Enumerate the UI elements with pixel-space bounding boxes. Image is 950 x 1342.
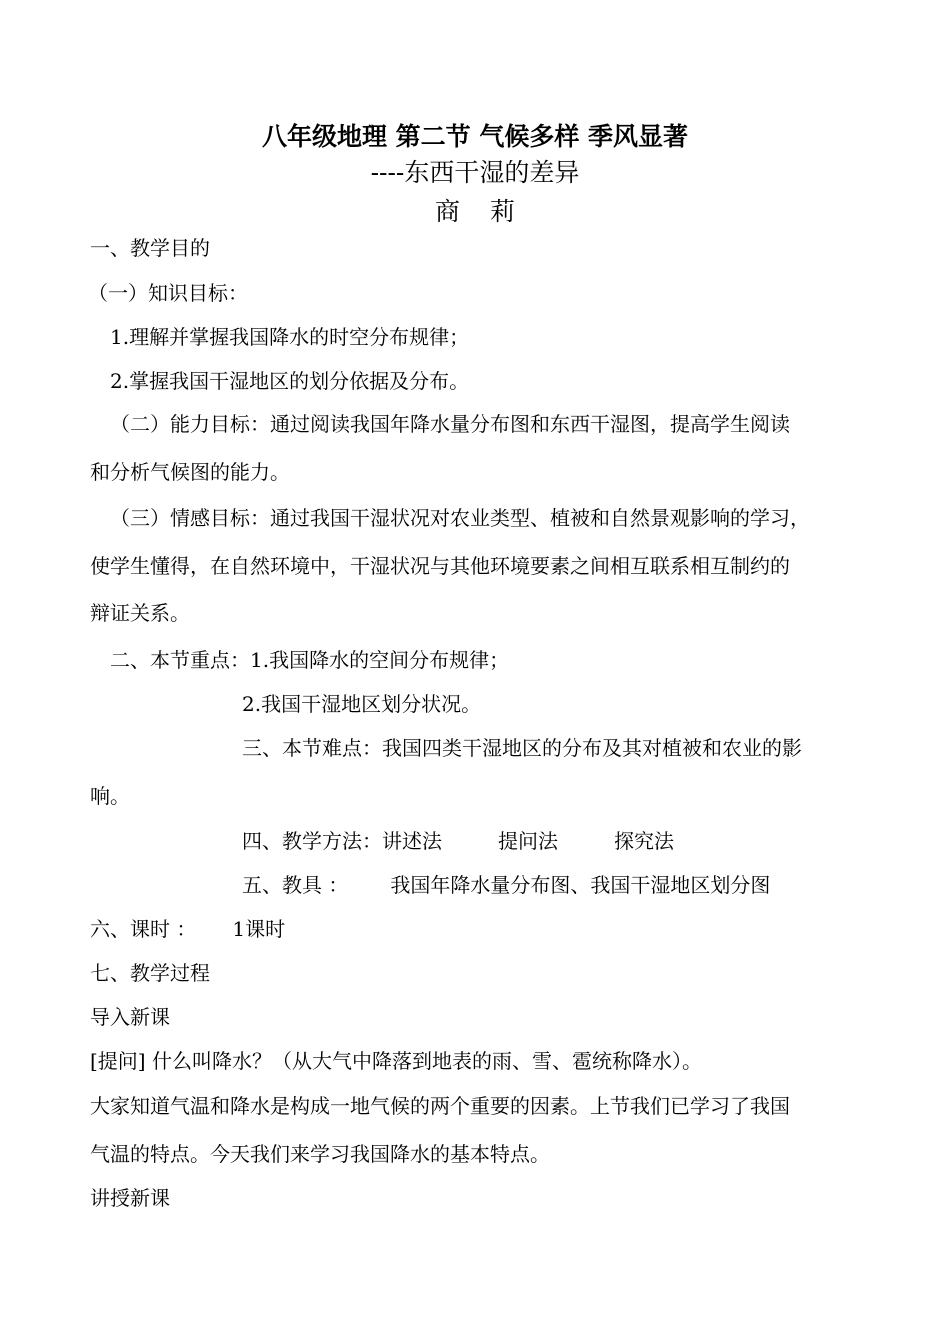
paragraph-line-2: 气温的特点。今天我们来学习我国降水的基本特点。 [90, 1142, 550, 1166]
methods-line [242, 828, 674, 854]
knowledge-goal-2: 2.掌握我国干湿地区的划分依据及分布。 [110, 369, 470, 393]
ability-goal-line-1: （二）能力目标：通过阅读我国年降水量分布图和东西干湿图，提高学生阅读 [110, 412, 790, 436]
document-title: 八年级地理 第二节 气候多样 季风显著 [261, 122, 689, 151]
hours-line [90, 916, 285, 942]
key-points-line-1: 二、本节重点：1.我国降水的空间分布规律； [110, 648, 510, 672]
method-lecture: 讲述法 [382, 829, 442, 853]
knowledge-goal-1: 1.理解并掌握我国降水的时空分布规律； [110, 325, 470, 349]
process-heading: 七、教学过程 [90, 961, 210, 985]
key-points-line-2: 2.我国干湿地区划分状况。 [242, 692, 482, 716]
document-subtitle: ----东西干湿的差异 [370, 158, 580, 187]
section-heading-objectives: 一、教学目的 [90, 236, 210, 260]
tools-line [242, 872, 770, 898]
knowledge-goal-heading: （一）知识目标： [88, 281, 248, 305]
method-questioning: 提问法 [498, 829, 558, 853]
paragraph-line-1: 大家知道气温和降水是构成一地气候的两个重要的因素。上节我们已学习了我国 [90, 1094, 790, 1118]
hours-label: 六、课时 ： [90, 917, 197, 941]
tools-value: 我国年降水量分布图、我国干湿地区划分图 [390, 873, 771, 897]
tools-label: 五、教具 ： [242, 873, 349, 897]
question-line: [提问] 什么叫降水？（从大气中降落到地表的雨、雪、雹统称降水）。 [90, 1049, 702, 1073]
difficulty-line-1: 三、本节难点：我国四类干湿地区的分布及其对植被和农业的影 [242, 736, 802, 760]
author-name: 商莉 [434, 197, 545, 226]
emotion-goal-line-1: （三）情感目标：通过我国干湿状况对农业类型、植被和自然景观影响的学习， [110, 506, 810, 530]
teach-heading: 讲授新课 [90, 1186, 170, 1210]
method-inquiry: 探究法 [614, 829, 674, 853]
emotion-goal-line-3: 辩证关系。 [90, 601, 190, 625]
intro-heading: 导入新课 [90, 1005, 170, 1029]
hours-value: 1课时 [232, 917, 286, 941]
difficulty-line-2: 响。 [90, 784, 130, 808]
ability-goal-line-2: 和分析气候图的能力。 [90, 460, 290, 484]
methods-label: 四、教学方法： [242, 829, 382, 853]
emotion-goal-line-2: 使学生懂得，在自然环境中，干湿状况与其他环境要素之间相互联系相互制约的 [90, 554, 790, 578]
